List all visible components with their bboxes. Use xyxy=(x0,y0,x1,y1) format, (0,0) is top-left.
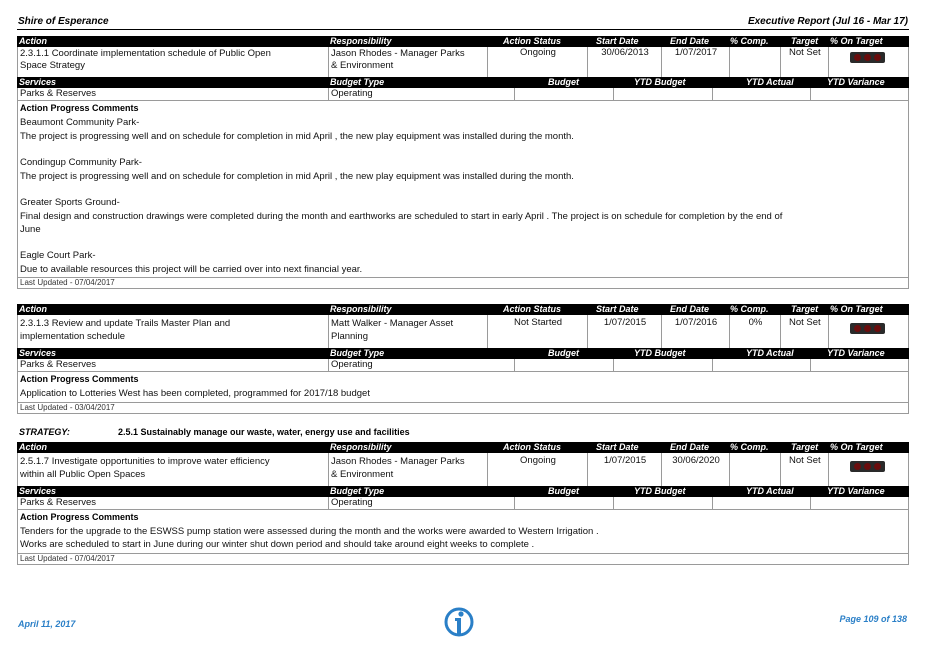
col-ytd-actual: YTD Actual xyxy=(746,348,794,358)
target: Not Set xyxy=(789,47,821,58)
traffic-light-icon xyxy=(850,461,885,472)
last-updated: Last Updated - 07/04/2017 xyxy=(17,277,909,289)
col-responsibility: Responsibility xyxy=(330,304,392,314)
action-description-line-1: 2.3.1.1 Coordinate implementation schedule of Public Open xyxy=(20,48,271,59)
col-start-date: Start Date xyxy=(596,442,639,452)
start-date: 1/07/2015 xyxy=(603,317,647,328)
last-updated: Last Updated - 03/04/2017 xyxy=(17,402,909,414)
progress-comments-title: Action Progress Comments xyxy=(20,103,139,113)
strategy-title: 2.5.1 Sustainably manage our waste, water, energy use and facilities xyxy=(118,427,410,437)
services-row xyxy=(17,359,909,371)
col-pct-on-target: % On Target xyxy=(830,442,883,452)
action-row xyxy=(17,315,909,348)
responsibility-line-1: Jason Rhodes - Manager Parks xyxy=(331,48,465,59)
service-name: Parks & Reserves xyxy=(20,497,97,508)
action-description-line-1: 2.5.1.7 Investigate opportunities to improve water efficiency xyxy=(20,456,270,467)
col-target: Target xyxy=(791,36,819,46)
col-action-status: Action Status xyxy=(503,442,562,452)
action-block-3 xyxy=(17,442,909,565)
traffic-light-icon xyxy=(850,323,885,334)
service-name: Parks & Reserves xyxy=(20,88,97,99)
comment-line: Due to available resources this project will be carried over into next financial year. xyxy=(20,264,363,275)
progress-comments-title: Action Progress Comments xyxy=(20,512,139,522)
col-start-date: Start Date xyxy=(596,304,639,314)
col-action-status: Action Status xyxy=(503,304,562,314)
comment-line: June xyxy=(20,224,41,235)
services-header-bar xyxy=(17,77,909,88)
col-end-date: End Date xyxy=(670,304,710,314)
col-services: Services xyxy=(19,486,57,496)
col-ytd-variance: YTD Variance xyxy=(827,77,885,87)
col-budget: Budget xyxy=(548,77,579,87)
col-responsibility: Responsibility xyxy=(330,36,392,46)
target: Not Set xyxy=(789,455,821,466)
start-date: 1/07/2015 xyxy=(603,455,647,466)
progress-comments xyxy=(17,371,909,402)
shire-logo-icon xyxy=(440,606,478,638)
col-pct-comp: % Comp. xyxy=(730,36,769,46)
footer-date: April 11, 2017 xyxy=(18,619,76,629)
responsibility-line-2: & Environment xyxy=(331,469,394,480)
traffic-light-icon xyxy=(850,52,885,63)
budget-type: Operating xyxy=(331,359,373,370)
action-header-bar xyxy=(17,304,909,315)
end-date: 1/07/2017 xyxy=(674,47,718,58)
percent-complete: 0% xyxy=(748,317,763,328)
strategy-line xyxy=(17,427,909,438)
page-number: Page 109 of 138 xyxy=(839,614,907,624)
comment-line: Tenders for the upgrade to the ESWSS pump station were assessed during the month and the works were awarded to Western Irrigation . xyxy=(20,526,599,537)
progress-comments xyxy=(17,100,909,277)
responsibility-line-1: Matt Walker - Manager Asset xyxy=(331,318,454,329)
col-ytd-actual: YTD Actual xyxy=(746,486,794,496)
col-action-status: Action Status xyxy=(503,36,562,46)
col-ytd-budget: YTD Budget xyxy=(634,77,686,87)
col-ytd-actual: YTD Actual xyxy=(746,77,794,87)
action-status: Not Started xyxy=(513,317,563,328)
comment-line: Application to Lotteries West has been completed, programmed for 2017/18 budget xyxy=(20,388,370,399)
col-action: Action xyxy=(19,442,47,452)
action-status: Ongoing xyxy=(520,455,556,466)
col-budget-type: Budget Type xyxy=(330,77,385,87)
action-description-line-2: within all Public Open Spaces xyxy=(20,469,146,480)
col-end-date: End Date xyxy=(670,36,710,46)
comment-line: Final design and construction drawings were completed during the month and earthworks are scheduled to start in early April . The project is on schedule for completion by the end of xyxy=(20,211,783,222)
col-ytd-budget: YTD Budget xyxy=(634,486,686,496)
col-pct-comp: % Comp. xyxy=(730,442,769,452)
col-ytd-variance: YTD Variance xyxy=(827,486,885,496)
col-start-date: Start Date xyxy=(596,36,639,46)
organisation-name: Shire of Esperance xyxy=(18,16,109,27)
col-budget-type: Budget Type xyxy=(330,348,385,358)
col-target: Target xyxy=(791,442,819,452)
start-date: 30/06/2013 xyxy=(601,47,649,58)
last-updated: Last Updated - 07/04/2017 xyxy=(17,553,909,565)
col-budget: Budget xyxy=(548,348,579,358)
comment-line: Works are scheduled to start in June during our winter shut down period and should take around eight weeks to complete . xyxy=(20,539,535,550)
services-row xyxy=(17,497,909,509)
col-action: Action xyxy=(19,36,47,46)
progress-comments-title: Action Progress Comments xyxy=(20,374,139,384)
comment-line: Beaumont Community Park- xyxy=(20,117,140,128)
budget-type: Operating xyxy=(331,88,373,99)
action-block-2 xyxy=(17,304,909,414)
col-pct-on-target: % On Target xyxy=(830,304,883,314)
col-ytd-budget: YTD Budget xyxy=(634,348,686,358)
col-pct-comp: % Comp. xyxy=(730,304,769,314)
action-description-line-1: 2.3.1.3 Review and update Trails Master Plan and xyxy=(20,318,231,329)
header-divider xyxy=(17,29,909,30)
comment-line: The project is progressing well and on schedule for completion in mid April , the new play equipment was installed during the month. xyxy=(20,171,574,182)
services-row xyxy=(17,88,909,100)
comment-line: Greater Sports Ground- xyxy=(20,197,120,208)
action-row xyxy=(17,47,909,77)
comment-line: The project is progressing well and on schedule for completion in mid April , the new play equipment was installed during the month. xyxy=(20,131,574,142)
progress-comments xyxy=(17,509,909,553)
col-responsibility: Responsibility xyxy=(330,442,392,452)
target: Not Set xyxy=(789,317,821,328)
action-header-bar xyxy=(17,36,909,47)
col-budget-type: Budget Type xyxy=(330,486,385,496)
services-header-bar xyxy=(17,348,909,359)
col-action: Action xyxy=(19,304,47,314)
budget-type: Operating xyxy=(331,497,373,508)
comment-line: Condingup Community Park- xyxy=(20,157,142,168)
action-description-line-2: implementation schedule xyxy=(20,331,126,342)
col-target: Target xyxy=(791,304,819,314)
action-header-bar xyxy=(17,442,909,453)
end-date: 30/06/2020 xyxy=(672,455,720,466)
col-budget: Budget xyxy=(548,486,579,496)
report-title: Executive Report (Jul 16 - Mar 17) xyxy=(747,16,908,27)
col-end-date: End Date xyxy=(670,442,710,452)
responsibility-line-2: Planning xyxy=(331,331,368,342)
col-services: Services xyxy=(19,77,57,87)
action-row xyxy=(17,453,909,486)
service-name: Parks & Reserves xyxy=(20,359,97,370)
end-date: 1/07/2016 xyxy=(674,317,718,328)
comment-line: Eagle Court Park- xyxy=(20,250,96,261)
action-status: Ongoing xyxy=(520,47,556,58)
col-ytd-variance: YTD Variance xyxy=(827,348,885,358)
action-description-line-2: Space Strategy xyxy=(20,60,85,71)
strategy-label: STRATEGY: xyxy=(19,427,70,437)
responsibility-line-1: Jason Rhodes - Manager Parks xyxy=(331,456,465,467)
col-pct-on-target: % On Target xyxy=(830,36,883,46)
col-services: Services xyxy=(19,348,57,358)
services-header-bar xyxy=(17,486,909,497)
action-block-1 xyxy=(17,36,909,289)
responsibility-line-2: & Environment xyxy=(331,60,394,71)
